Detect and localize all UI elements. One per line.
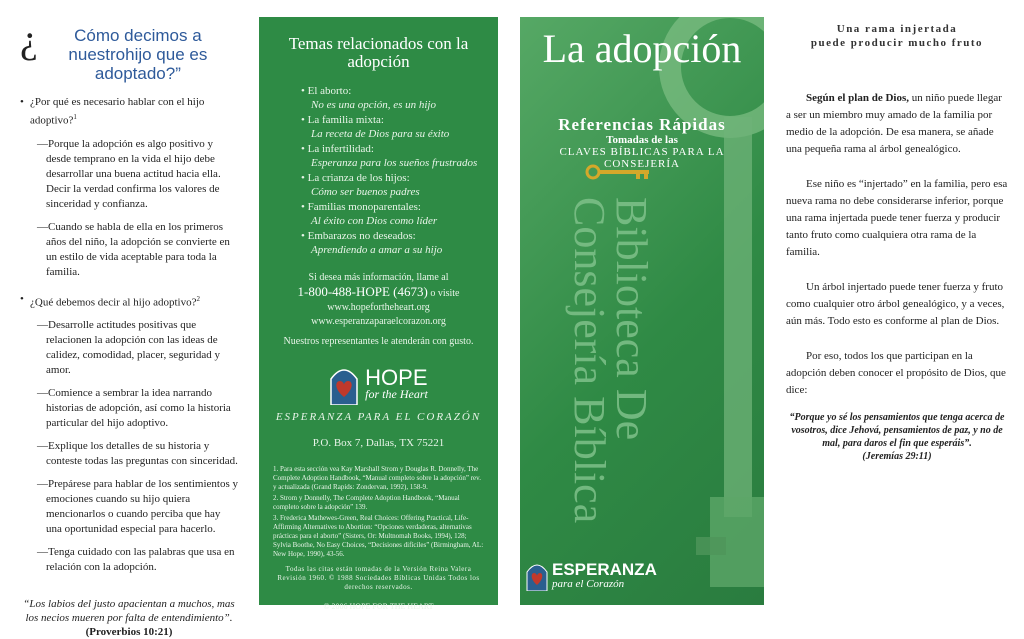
bullet-question-1-text: ¿Por qué es necesario hablar con el hijo adoptivo? xyxy=(30,96,205,127)
logo-heart-text: for the Heart xyxy=(365,387,428,401)
reps-note: Nuestros representantes le atenderán con gusto. xyxy=(283,336,474,347)
logo-esperanza-text: ESPERANZA xyxy=(552,560,657,579)
list-item: —Tenga cuidado con las palabras que usa en relación con la adopción. xyxy=(37,546,235,574)
heading-line: Una rama injertada xyxy=(836,23,958,35)
panel-title: Cómo decimos a nuestrohijo que es adoptado?” xyxy=(68,26,208,83)
topic-name: • La familia mixta: xyxy=(301,114,384,126)
heading-line: puede producir mucho fruto xyxy=(810,37,984,49)
footnote: 2. Strom y Donnelly, The Complete Adoption Handbook, “Manual completo sobre la adopción” 139. xyxy=(273,494,460,511)
footnote: 1. Para esta sección vea Kay Marshall Strom y Douglas R. Donnelly, The Complete Adoption Handbook, “Manual completo sobre la adopción” rev. y actualizada (Grand Rapids: Zondervan, 1992), 158-9. xyxy=(273,465,481,491)
stained-glass-heart-icon xyxy=(329,365,359,405)
footnote-ref: 1 xyxy=(73,113,77,121)
giant-key-image xyxy=(640,17,764,605)
footnotes xyxy=(273,465,484,559)
panel-questions xyxy=(0,0,258,639)
quote-text: “Los labios del justo apacientan a muchos, mas los necios mueren por falta de entendimiento”. xyxy=(23,598,235,625)
gold-key-icon xyxy=(584,163,654,181)
panel-grafted-branch xyxy=(770,0,1024,622)
related-title: Temas relacionados con la adopción xyxy=(288,34,469,71)
list-item: —Comience a sembrar la idea narrando historias de adopción, así como la historia particular del hijo adoptivo. xyxy=(37,387,231,430)
logo-corazon-text: para el Corazón xyxy=(552,578,625,590)
phone-suffix: o visite xyxy=(430,288,460,299)
info-line: Si desea más información, llame al xyxy=(308,272,449,283)
paragraph: Un árbol injertado puede tener fuerza y fruto como cualquier otro árbol genealógico, y a veces, aún más. Todo esto es conforme al plan de Dios. xyxy=(786,281,1005,327)
panel-heading xyxy=(786,22,1008,50)
quote-text: “Porque yo sé los pensamientos que tenga acerca de vosotros, dice Jehová, pensamientos de paz, y no de mal, para daros el fin que esperáis”. xyxy=(789,412,1005,449)
topic-subtitle: Cómo ser buenos padres xyxy=(311,186,420,198)
scripture-quote xyxy=(20,597,238,639)
cover-tomadas: Tomadas de las xyxy=(606,134,678,146)
cover-subtitle: Referencias Rápidas xyxy=(558,115,726,134)
paragraph-lead: Según el plan de Dios, xyxy=(806,92,909,104)
citation-notice: Todas las citas están tomadas de la Versión Reina Valera Revisión 1960. © 1988 Sociedades Bíblicas Unidas Todos los derechos reservados. xyxy=(277,565,480,591)
panel-related-topics xyxy=(259,17,498,611)
list-item: —Prepárese para hablar de los sentimientos y emociones cuando su hijo quiera mencionarlos o cuando perciba que hay una oportunidad especial para hacerlo. xyxy=(37,478,238,536)
list-item: —Porque la adopción es algo positivo y desde temprano en la vida el hijo debe desarrollar una buena actitud hacia ella. Decir la verdad confirma los valores de sinceridad y confianza. xyxy=(37,137,221,210)
quote-reference: (Proverbios 10:21) xyxy=(85,626,173,639)
contact-info xyxy=(273,271,484,349)
phone-number[interactable]: 1-800-488-HOPE (4673) xyxy=(297,284,428,299)
topic-name: • La infertilidad: xyxy=(301,143,374,155)
logo-hope-text: HOPE xyxy=(365,365,428,390)
bullet-question-2-text: ¿Qué debemos decir al hijo adoptivo? xyxy=(30,296,197,309)
bullet-question-1 xyxy=(20,95,238,129)
paragraph: Ese niño es “injertado” en la familia, pero esa nueva rama no debe considerarse inferior, porque una rama injertada puede tener fuerza y producir tanto fruto como cualquiera otra rama de la familia. xyxy=(786,178,1008,258)
topic-name: • Familias monoparentales: xyxy=(301,201,421,213)
paragraph-text: un niño puede llegar a ser un miembro muy amado de la familia por medio de la adopción. De esa manera, se añade una pequeña rama al árbol genealógico. xyxy=(786,92,1002,155)
topic-subtitle: Aprendiendo a amar a su hijo xyxy=(311,244,443,256)
cover-claves: CLAVES BÍBLICAS PARA LA CONSEJERÍA xyxy=(559,146,725,170)
esperanza-logo xyxy=(526,561,657,591)
question-mark: ¿ xyxy=(20,16,38,61)
paragraph: Por eso, todos los que participan en la adopción deben conocer el propósito de Dios, que dice: xyxy=(786,350,1006,396)
hope-logo xyxy=(273,365,484,405)
esperanza-tagline: ESPERANZA PARA EL CORAZÓN xyxy=(275,411,482,423)
scripture-quote xyxy=(786,411,1008,463)
footnote-ref: 2 xyxy=(196,294,200,303)
footnote: 3. Frederica Mathewes-Green, Real Choices: Offering Practical, Life-Affirming Alternatives to Abortion: “Opciones verdaderas, alternativas prácticas para el aborto” (Sisters, Or: Multnomah Books, 1994), 128; Sylvia Boothe, No Easy Choices, “Decisiones difíciles” (Birmingham, AL: New Hope, 1990), 43-56. xyxy=(273,514,484,558)
topic-name: • La crianza de los hijos: xyxy=(301,172,410,184)
copyright: © 2006 HOPE FOR THE HEART xyxy=(323,602,434,611)
topic-subtitle: La receta de Dios para su éxito xyxy=(311,128,450,140)
list-item: —Explique los detalles de su historia y conteste todas las preguntas con sinceridad. xyxy=(37,440,238,468)
topic-subtitle: Al éxito con Dios como líder xyxy=(311,215,438,227)
stained-glass-heart-icon xyxy=(526,561,548,591)
cover-title: La adopción xyxy=(542,26,742,71)
topic-name: • Embarazos no deseados: xyxy=(301,230,416,242)
cover-vertical-text: Biblioteca De Consejería Bíblica xyxy=(565,197,656,524)
website-link[interactable]: www.esperanzaparaelcorazon.org xyxy=(311,316,446,327)
paragraph xyxy=(786,90,1008,158)
bullet-question-2 xyxy=(20,292,238,311)
quote-reference: (Jeremías 29:11) xyxy=(862,451,932,462)
topic-name: • El aborto: xyxy=(301,85,352,97)
list-item: —Cuando se habla de ella en los primeros años del niño, la adopción se convierte en un estilo de vida aceptable para toda la familia. xyxy=(37,220,230,278)
topic-subtitle: No es una opción, es un hijo xyxy=(311,99,436,111)
list-item: —Desarrolle actitudes positivas que relacionen la adopción con las ideas de calidez, comodidad, placer, seguridad y amor. xyxy=(37,319,220,377)
topic-subtitle: Esperanza para los sueños frustrados xyxy=(311,157,478,169)
website-link[interactable]: www.hopefortheheart.org xyxy=(327,302,430,313)
question-header xyxy=(20,16,238,83)
panel-cover xyxy=(520,17,764,605)
postal-address: P.O. Box 7, Dallas, TX 75221 xyxy=(312,437,445,449)
topic-list xyxy=(301,85,484,257)
